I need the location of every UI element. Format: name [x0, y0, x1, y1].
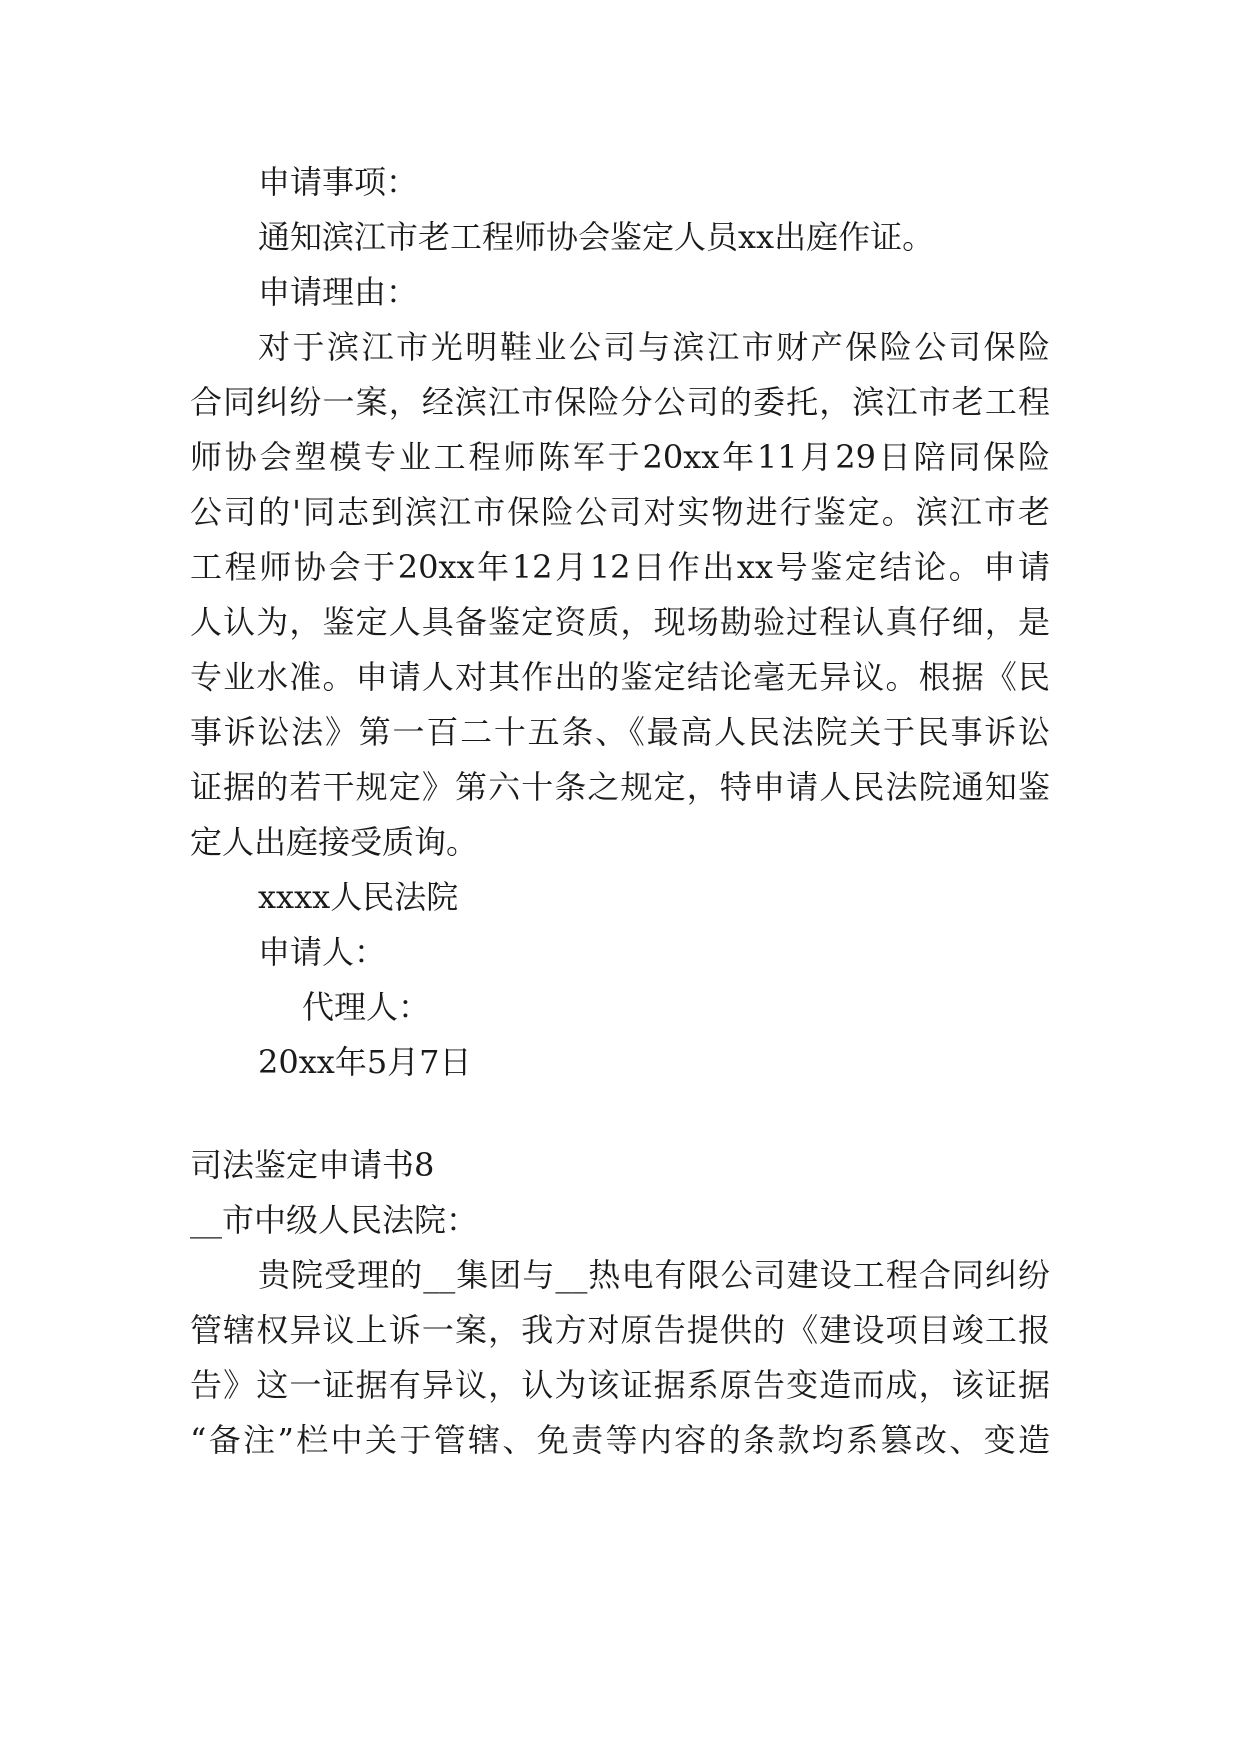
heading-reason: 申请理由： [258, 273, 419, 311]
reason-line: 工程师协会于20xx年12月12日作出xx号鉴定结论。申请 [190, 548, 1050, 586]
body-line: “备注”栏中关于管辖、免责等内容的条款均系篡改、变造 [190, 1421, 1050, 1459]
agent-label: 代理人： [302, 988, 431, 1026]
heading-matters: 申请事项： [258, 163, 419, 201]
reason-line: 事诉讼法》第一百二十五条、《最高人民法院关于民事诉讼 [190, 713, 1050, 751]
signature-date: 20xx年5月7日 [258, 1043, 472, 1081]
reason-line: 定人出庭接受质询。 [190, 823, 479, 861]
body-line: 贵院受理的__集团与__热电有限公司建设工程合同纠纷 [258, 1256, 1050, 1294]
applicant-label: 申请人： [258, 933, 387, 971]
court-name: xxxx人民法院 [258, 878, 459, 916]
body-line: 管辖权异议上诉一案，我方对原告提供的《建设项目竣工报 [190, 1311, 1050, 1349]
matters-text: 通知滨江市老工程师协会鉴定人员xx出庭作证。 [258, 218, 935, 256]
reason-line: 证据的若干规定》第六十条之规定，特申请人民法院通知鉴 [190, 768, 1050, 806]
reason-line: 人认为，鉴定人具备鉴定资质，现场勘验过程认真仔细，是 [190, 603, 1050, 641]
body-line: 告》这一证据有异议，认为该证据系原告变造而成，该证据 [190, 1366, 1050, 1404]
reason-line: 公司的'同志到滨江市保险公司对实物进行鉴定。滨江市老 [190, 493, 1050, 531]
reason-line: 合同纠纷一案，经滨江市保险分公司的委托，滨江市老工程 [190, 383, 1050, 421]
reason-line: 师协会塑模专业工程师陈军于20xx年11月29日陪同保险 [190, 438, 1050, 476]
section-title: 司法鉴定申请书8 [190, 1146, 435, 1184]
reason-line: 对于滨江市光明鞋业公司与滨江市财产保险公司保险 [258, 328, 1050, 366]
reason-line: 专业水准。申请人对其作出的鉴定结论毫无异议。根据《民 [190, 658, 1050, 696]
addressee: __市中级人民法院： [190, 1201, 479, 1239]
